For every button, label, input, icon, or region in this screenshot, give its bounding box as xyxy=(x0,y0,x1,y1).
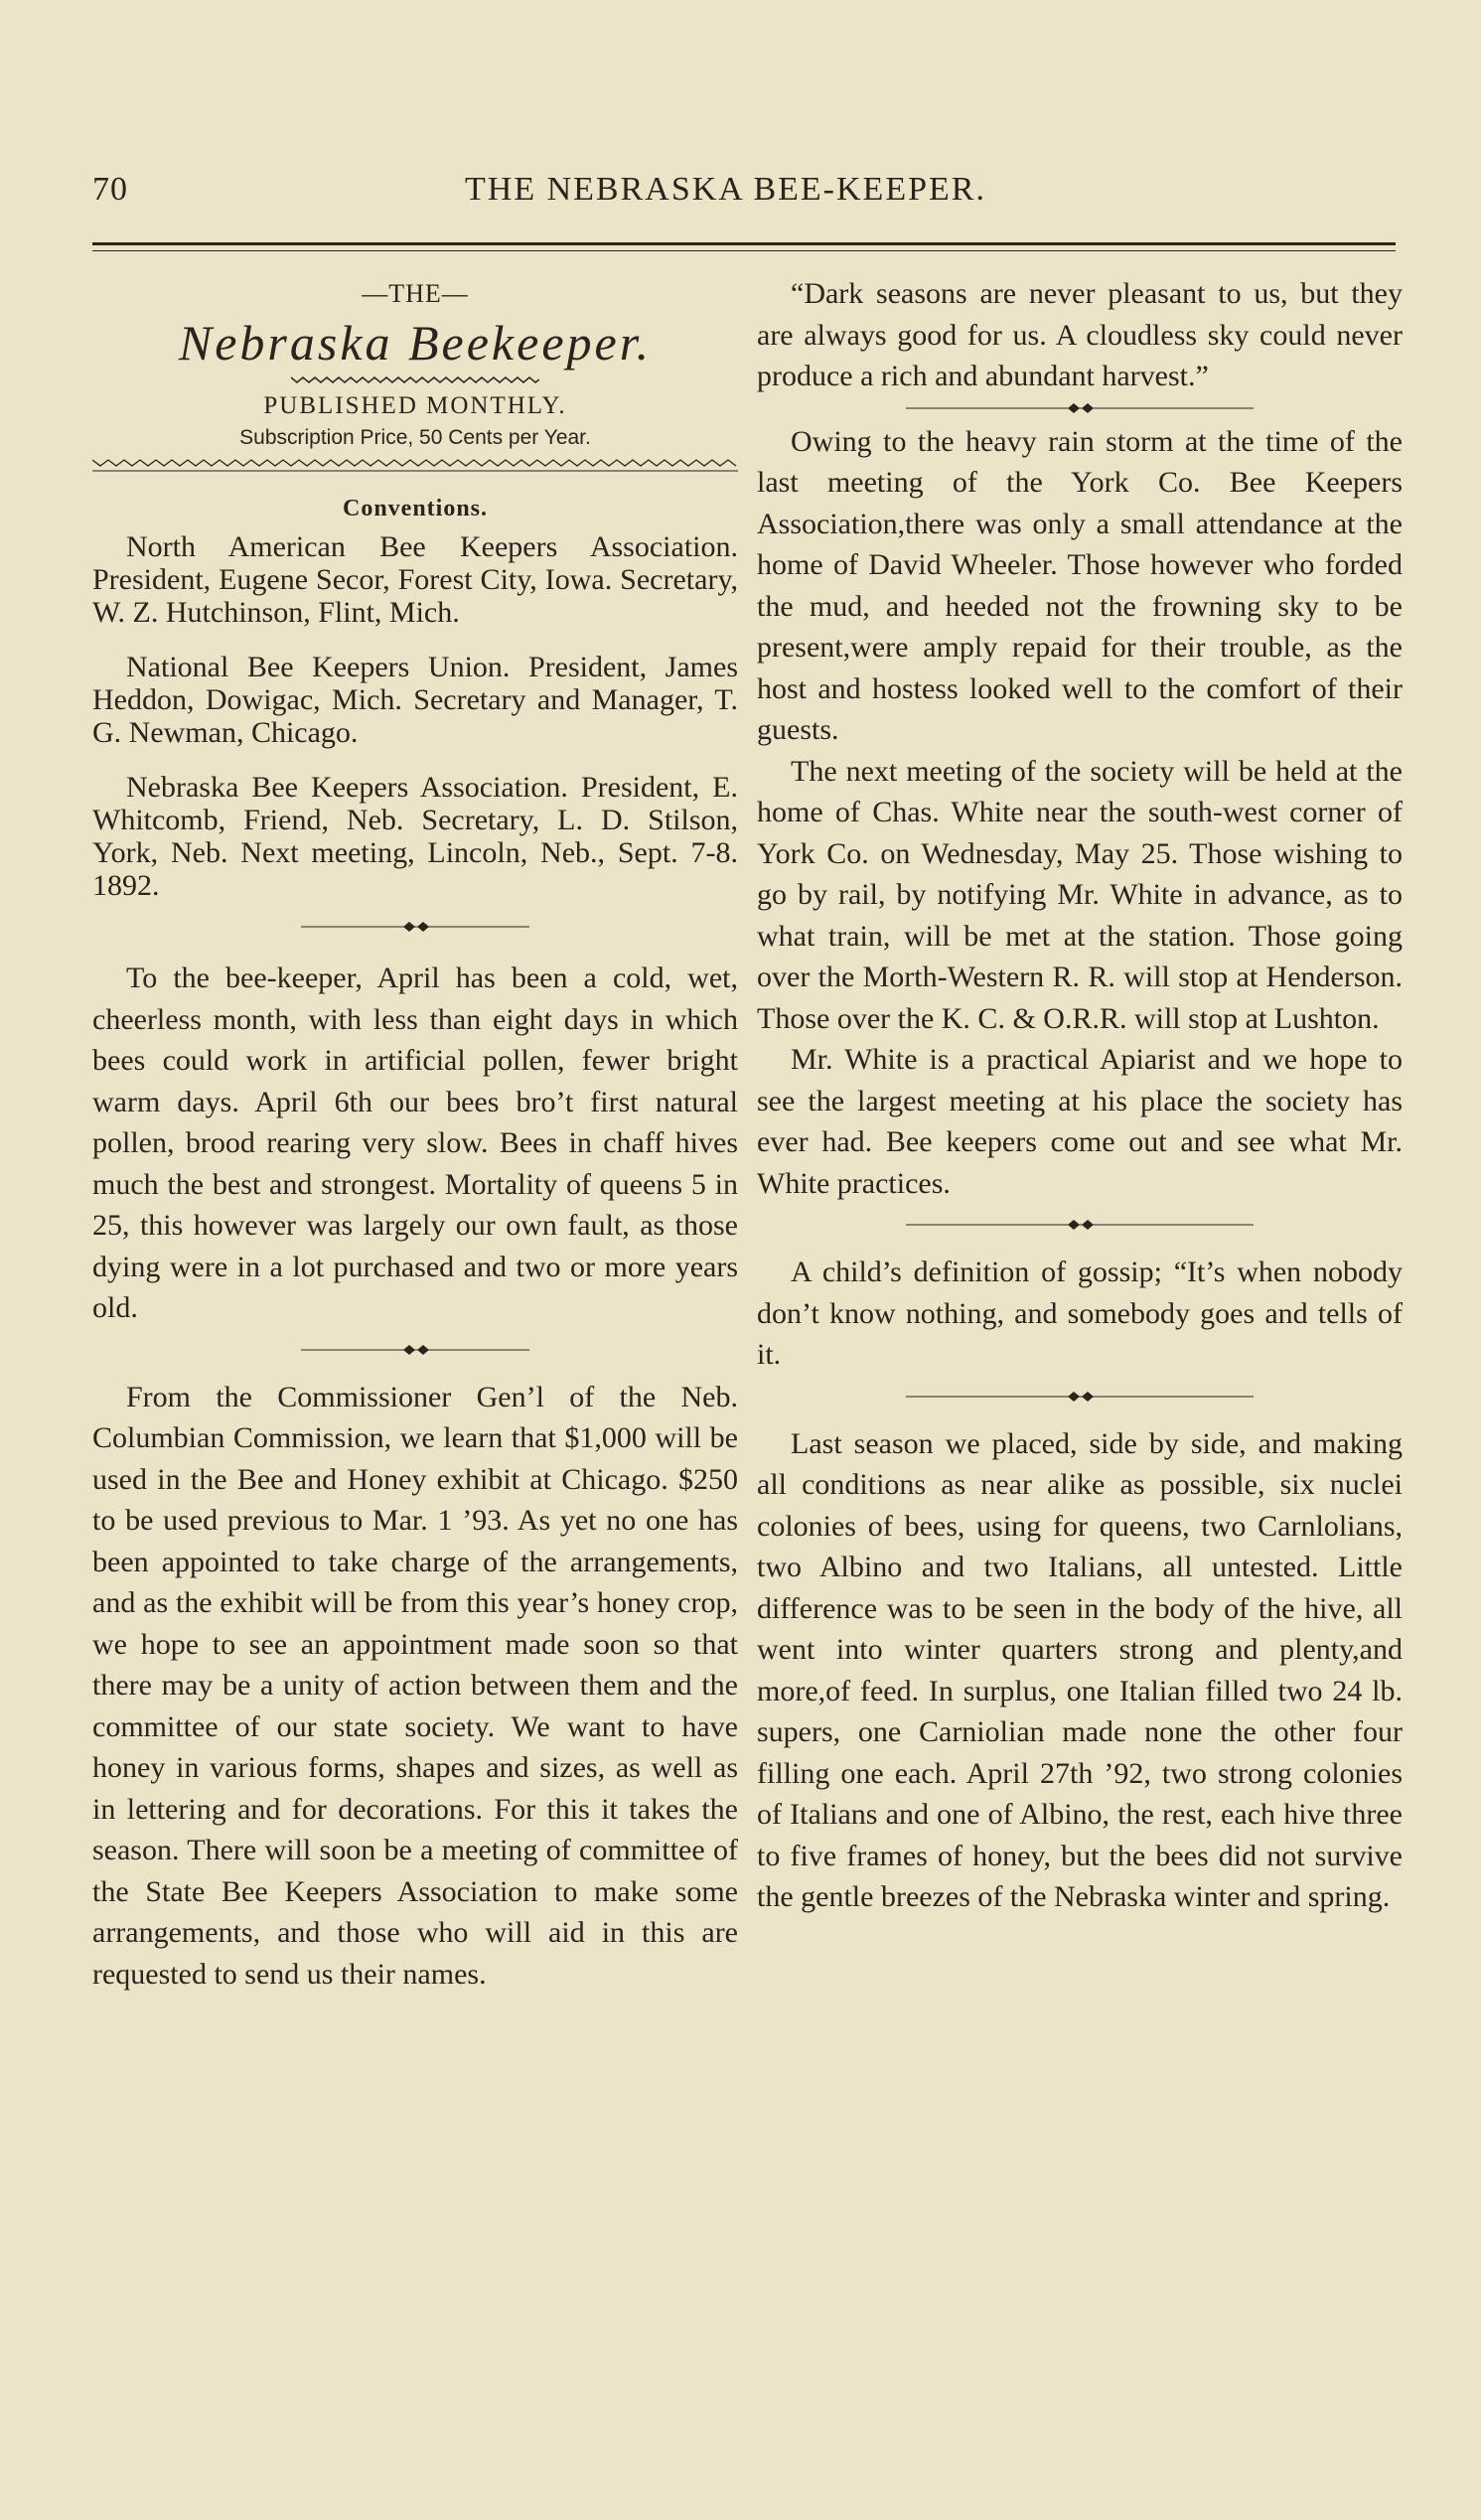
masthead-published: PUBLISHED MONTHLY. xyxy=(263,392,567,419)
masthead-the: —THE— xyxy=(362,279,469,308)
page-header xyxy=(0,171,1481,211)
article-april: To the bee-keeper, April has been a cold, wet, cheerless month, with less than eight days in which bees could work in artificial pollen, fewer bright warm days. April 6th our bees bro’t first natural pollen, brood rearing very slow. Bees in chaff hives much the best and strongest. Mortality of queens 5 in 25, this however was largely our own fault, as those dying were in a lot purchased and two or more years old. xyxy=(92,962,738,1324)
section-divider xyxy=(906,1218,1254,1232)
running-title: THE NEBRASKA BEE-KEEPER. xyxy=(465,171,986,208)
article-quote: “Dark seasons are never pleasant to us, but they are always good for us. A cloudless sky could never produce a rich and abundant harvest.” xyxy=(757,277,1403,392)
page-number: 70 xyxy=(92,171,128,208)
masthead-price: Subscription Price, 50 Cents per Year. xyxy=(239,426,591,449)
wavy-ornament xyxy=(291,374,539,384)
article-commission: From the Commissioner Gen’l of the Neb. Columbian Commission, we learn that $1,000 will be used in the Bee and Honey exhibit at Chicago. $250 to be used previous to Mar. 1 ’93. As yet no one has been appointed to take charge of the arrangements, and as the exhibit will be from this year’s honey crop, we hope to see an appointment made soon so that there may be a unity of action between them and the committee of our state society. We want to have honey in various forms, shapes and sizes, as well as in lettering and for decorations. For this it takes the season. There will soon be a meeting of committee of the State Bee Keepers Association to make some arrangements, and those who will aid in this are requested to send us their names. xyxy=(92,1380,738,1991)
right-column xyxy=(757,273,1403,1918)
header-rule-thin xyxy=(92,250,1396,251)
section-divider xyxy=(301,1343,529,1357)
left-column xyxy=(92,273,738,1995)
header-rule-thick xyxy=(92,242,1396,245)
article-nuclei: Last season we placed, side by side, and making all conditions as near alike as possible, six nuclei colonies of bees, using for queens, two Carnlolians, two Albino and two Italians, all untested. Little difference was to be seen in the body of the hive, all went into winter quarters strong and plenty,and more,of feed. In surplus, one Italian filled two 24 lb. supers, one Carniolian made none the other four filling one each. April 27th ’92, two strong colonies of Italians and one of Albino, the rest, each hive three to five frames of honey, but the bees did not survive the gentle breezes of the Nebraska winter and spring. xyxy=(757,1426,1403,1913)
article-gossip: A child’s definition of gossip; “It’s when nobody don’t know nothing, and somebody goes and tells of it. xyxy=(757,1256,1403,1371)
masthead-title: Nebraska Beekeeper. xyxy=(178,315,653,371)
masthead xyxy=(92,279,738,474)
article-york-meeting: Owing to the heavy rain storm at the time of the last meeting of the York Co. Bee Keepers Association,there was only a small attendance at the home of David Wheeler. Those however who forded the mud, and heeded not the frowning sky to be present,were amply repaid for their trouble, as the host and hostess looked well to the comfort of their guests. xyxy=(757,424,1403,746)
section-divider xyxy=(906,401,1254,415)
convention-item: Nebraska Bee Keepers Association. President, E. Whitcomb, Friend, Neb. Secretary, L. D. Stilson, York, Neb. Next meeting, Lincoln, Neb., Sept. 7-8. 1892. xyxy=(92,771,738,902)
conventions-heading: Conventions. xyxy=(342,496,489,521)
convention-item: North American Bee Keepers Association. President, Eugene Secor, Forest City, Iowa. Secretary, W. Z. Hutchinson, Flint, Mich. xyxy=(92,530,738,629)
article-york-next: The next meeting of the society will be held at the home of Chas. White near the south-west corner of York Co. on Wednesday, May 25. Those wishing to go by rail, by notifying Mr. White in advance, as to what train, will be met at the station. Those going over the Morth-Western R. R. will stop at Henderson. Those over the K. C. & O.R.R. will stop at Lushton. xyxy=(757,754,1403,1035)
convention-item: National Bee Keepers Union. President, James Heddon, Dowigac, Mich. Secretary and Manager, T. G. Newman, Chicago. xyxy=(92,651,738,749)
masthead-border xyxy=(92,454,738,474)
section-divider xyxy=(906,1390,1254,1404)
article-york-white: Mr. White is a practical Apiarist and we hope to see the largest meeting at his place the society has ever had. Bee keepers come out and see what Mr. White practices. xyxy=(757,1043,1403,1200)
section-divider xyxy=(301,920,529,934)
